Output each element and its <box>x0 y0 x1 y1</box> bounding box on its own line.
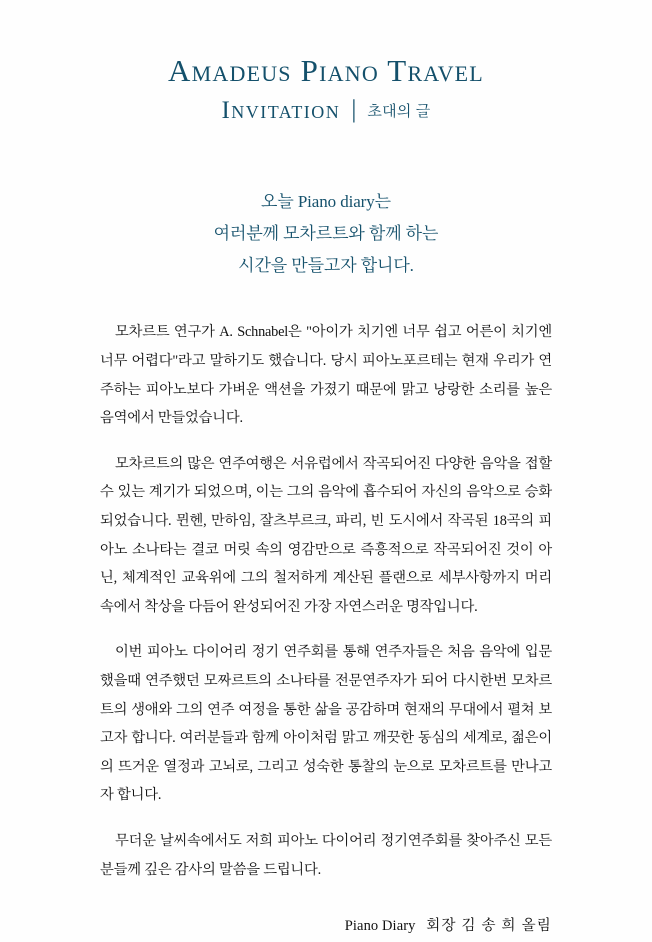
signature-block <box>100 914 552 935</box>
lead-line: 오늘 Piano diary는 <box>261 192 391 212</box>
paragraph: 이번 피아노 다이어리 정기 연주회를 통해 연주자들은 처음 음악에 입문했을때 연주했던 모짜르트의 소나타를 전문연주자가 되어 다시한번 모차르트의 생애와 그의 연주 여정을 통한 삶을 공감하며 현재의 무대에서 펼쳐 보고자 합니다. 여러분들과 함께 아이처럼 맑고 깨끗한 동심의 세계로, 젊은이의 뜨거운 열정과 고뇌로, 그리고 성숙한 통찰의 눈으로 모차르트를 만나고자 합니다. <box>100 644 552 804</box>
lead-line: 여러분께 모차르트와 함께 하는 <box>213 223 439 243</box>
masthead-subtitle-korean: 초대의 글 <box>367 104 431 121</box>
page-title: Amadeus Piano Travel <box>168 53 484 88</box>
paragraph: 모차르트 연구가 A. Schnabel은 "아이가 치기엔 너무 쉽고 어른이 치기엔 너무 어렵다"라고 말하기도 했습니다. 당시 피아노포르테는 현재 우리가 연주하는 피아노보다 가벼운 액션을 가졌기 때문에 맑고 낭랑한 소리를 높은 음역에서 만들었습니다. <box>100 324 552 427</box>
lead-headline <box>0 186 652 281</box>
lead-line: 시간을 만들고자 합니다. <box>238 255 414 275</box>
vertical-divider-icon: | <box>351 96 357 124</box>
signature-organization: Piano Diary <box>344 918 416 935</box>
paragraph: 모차르트의 많은 연주여행은 서유럽에서 작곡되어진 다양한 음악을 접할 수 있는 계기가 되었으며, 이는 그의 음악에 흡수되어 자신의 음악으로 승화되었습니다. 뮌헨, 만하임, 잘츠부르크, 파리, 빈 도시에서 작곡된 18곡의 피아노 소나타는 결코 머릿 속의 영감만으로 즉흥적으로 작곡되어진 것이 아닌, 체계적인 교육위에 그의 철저하게 계산된 플랜으로 세부사항까지 머리 속에서 착상을 다듬어 완성되어진 가장 자연스러운 명작입니다. <box>100 455 552 615</box>
body-text <box>100 318 552 884</box>
masthead <box>0 0 652 125</box>
signature-signer: 회장 김 송 희 올림 <box>426 918 552 935</box>
masthead-subtitle-word: Invitation <box>221 97 341 125</box>
paragraph: 무더운 날씨속에서도 저희 피아노 다이어리 정기연주회를 찾아주신 모든 분들께 깊은 감사의 말씀을 드립니다. <box>100 832 552 878</box>
masthead-subtitle <box>0 97 652 125</box>
